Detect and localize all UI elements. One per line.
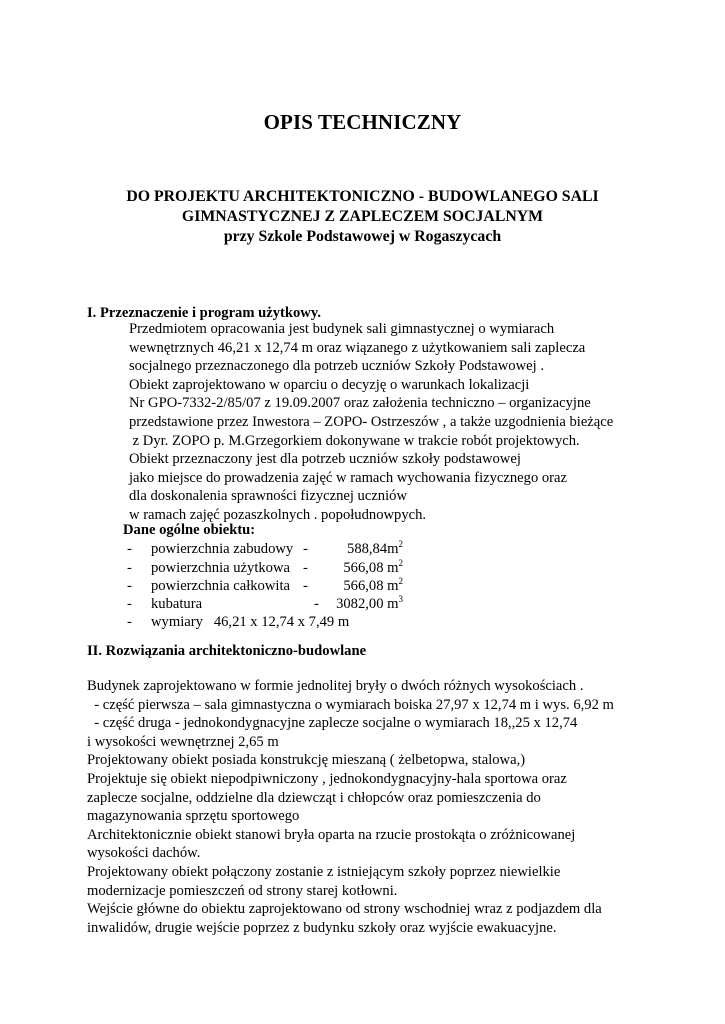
section-2-heading: II. Rozwiązania architektoniczno-budowlane [87, 643, 367, 659]
section-2-line: Wejście główne do obiektu zaprojektowano od strony wschodniej wraz z podjazdem dla [87, 901, 602, 918]
spec-dimensions-text: wymiary 46,21 x 12,74 x 7,49 m [151, 614, 350, 630]
section-2-body [87, 677, 614, 937]
spec-row-dimensions [127, 613, 427, 632]
spec-value: 566,08 $m^2$ [343, 576, 403, 594]
section-2-line: Projektuje się obiekt niepodpiwniczony , jednokondygnacyjny-hala sportowa oraz [87, 770, 567, 787]
spec-label: kubatura [151, 596, 203, 612]
section-1-line: przedstawione przez Inwestora – ZOPO- Ostrzeszów , a także uzgodnienia bieżące [129, 413, 614, 430]
section-2-line: Projektowany obiekt posiada konstrukcję mieszaną ( żelbetopwa, stalowa,) [87, 752, 526, 769]
section-2-line: Budynek zaprojektowano w formie jednolitej bryły o dwóch różnych wysokościach . [87, 678, 584, 694]
spec-dash: - [303, 560, 308, 576]
section-1-line: socjalnego przeznaczonego dla potrzeb uczniów Szkoły Podstawowej . [129, 358, 544, 375]
spec-label: powierzchnia całkowita [151, 578, 290, 594]
section-2-line: i wysokości wewnętrznej 2,65 m [87, 733, 279, 750]
section-1-line: jako miejsce do prowadzenia zajęć w ramach wychowania fizycznego oraz [129, 469, 567, 486]
spec-dash: - [127, 596, 132, 612]
spec-dash: - [127, 578, 132, 594]
subtitle-line-3: przy Szkole Podstawowej w Rogaszycach [223, 228, 502, 245]
section-2-line: inwalidów, drugie wejście poprzez z budynku szkoły oraz wyjście ewakuacyjne. [87, 919, 557, 936]
section-2-line: Architektonicznie obiekt stanowi bryła oparta na rzucie prostokąta o zróżnicowanej [87, 826, 576, 843]
spec-row-usable-area [127, 559, 403, 578]
section-1-line: w ramach zajęć pozaszkolnych . popołudnowpych. [129, 506, 427, 523]
section-1-line: dla doskonalenia sprawności fizycznej uczniów [129, 488, 407, 505]
section-2-line: modernizacje pomieszczeń od strony starej kotłowni. [87, 882, 398, 899]
spec-dash: - [303, 541, 308, 557]
document-title: OPIS TECHNICZNY [263, 110, 462, 134]
spec-label: powierzchnia użytkowa [151, 560, 290, 576]
section-2-line: - część druga - jednokondygnacyjne zaplecze socjalne o wymiarach 18,,25 x 12,74 [87, 715, 578, 732]
section-2-line: zaplecze socjalne, oddzielne dla dziewcząt i chłopców oraz pomieszczenia do [87, 789, 541, 806]
spec-unit-exponent: 3 [398, 594, 403, 604]
section-1-heading: I. Przeznaczenie i program użytkowy. [87, 305, 321, 321]
spec-dash: - [127, 541, 132, 557]
spec-row-built-area [127, 540, 403, 559]
subtitle-line-2: GIMNASTYCZNEJ Z ZAPLECZEM SOCJALNYM [181, 208, 544, 225]
spec-dash: - [127, 560, 132, 576]
subtitle-line-1: DO PROJEKTU ARCHITEKTONICZNO - BUDOWLANEGO SALI [126, 188, 599, 205]
section-1-line: Przedmiotem opracowania jest budynek sali gimnastycznej o wymiarach [129, 321, 555, 337]
spec-unit-exponent: 2 [398, 539, 403, 549]
spec-value: $588,84m^2$ [347, 539, 403, 557]
section-2-line: Projektowany obiekt połączony zostanie z istniejącym szkoły poprzez niewielkie [87, 863, 561, 880]
spec-row-volume [127, 595, 403, 614]
section-1-line: z Dyr. ZOPO p. M.Grzegorkiem dokonywane w trakcie robót projektowych. [129, 432, 580, 449]
section-1-line: Obiekt zaprojektowano w oparciu o decyzję o warunkach lokalizacji [129, 376, 530, 393]
section-2-line: - część pierwsza – sala gimnastyczna o wymiarach boiska 27,97 x 12,74 m i wys. 6,92 m [87, 696, 614, 713]
spec-unit-exponent: 2 [398, 576, 403, 586]
specs-heading: Dane ogólne obiektu: [123, 522, 256, 538]
spec-dash: - [127, 614, 132, 630]
spec-label: powierzchnia zabudowy [151, 541, 294, 557]
document-subtitle [0, 187, 725, 247]
section-1-body [129, 320, 613, 525]
section-1-line: Obiekt przeznaczony jest dla potrzeb uczniów szkoły podstawowej [129, 451, 521, 468]
section-1-line: Nr GPO-7332-2/85/07 z 19.09.2007 oraz założenia techniczno – organizacyjne [129, 395, 591, 412]
spec-dash: - [314, 596, 319, 612]
spec-row-total-area [127, 577, 403, 596]
section-2-line: wysokości dachów. [87, 845, 201, 862]
section-2-line: magazynowania sprzętu sportowego [87, 808, 300, 825]
section-1-line: wewnętrznych 46,21 x 12,74 m oraz wiązanego z użytkowaniem sali zaplecza [129, 339, 586, 356]
spec-value: 3082,00 $m^3$ [336, 594, 403, 612]
spec-dash: - [303, 578, 308, 594]
spec-unit-exponent: 2 [398, 558, 403, 568]
spec-value: 566,08 $m^2$ [343, 558, 403, 576]
